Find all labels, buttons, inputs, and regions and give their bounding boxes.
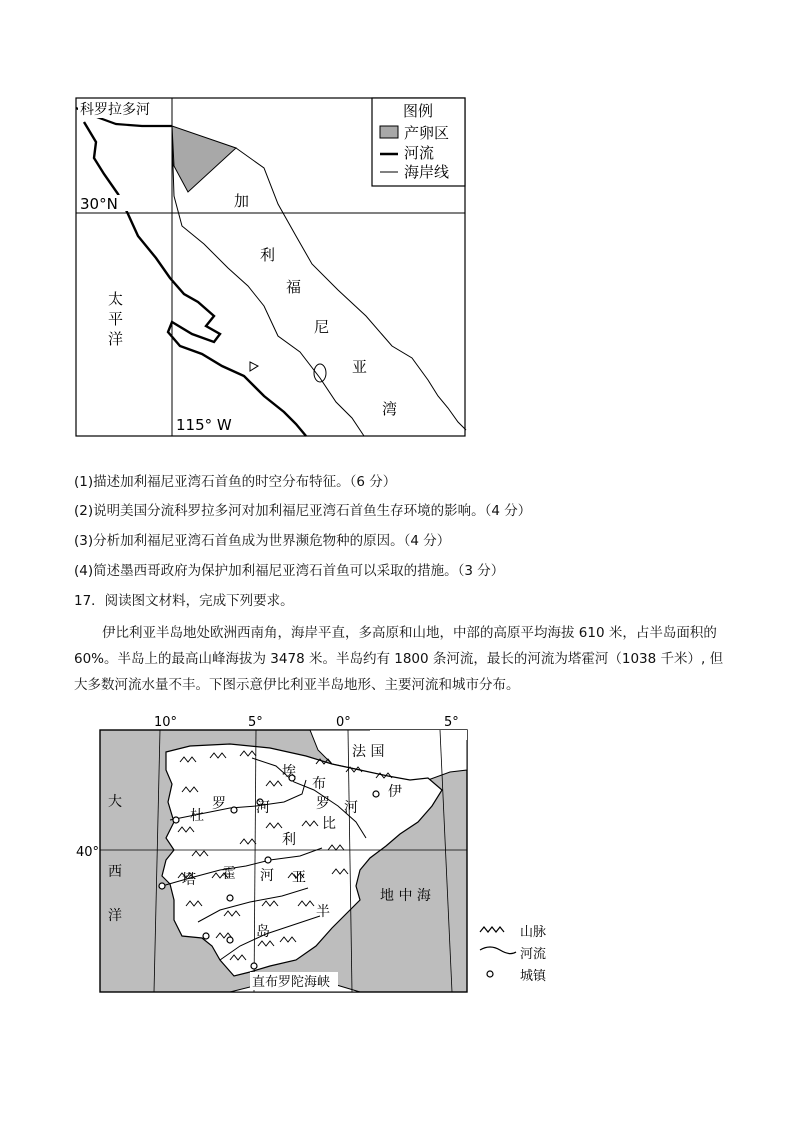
gulf-of-california-map	[74, 96, 468, 438]
place-char: 布	[312, 776, 326, 792]
mediterranean-label: 地 中 海	[380, 888, 431, 904]
france-label: 法 国	[352, 744, 385, 760]
ocean-char: 洋	[108, 330, 124, 348]
gulf-char: 亚	[352, 358, 368, 376]
place-char: 罗	[212, 796, 226, 812]
gulf-char: 加	[234, 192, 250, 210]
legend-town-label: 城镇	[520, 969, 547, 984]
lat-label: 40°	[76, 845, 100, 860]
lon-label: 10°	[154, 715, 178, 730]
gulf-east-coast	[236, 148, 466, 430]
place-char: 塔	[182, 872, 196, 888]
question-2: (2)说明美国分流科罗拉多河对加利福尼亚湾石首鱼生存环境的影响。（4 分）	[74, 503, 532, 519]
place-char: 伊	[388, 784, 402, 800]
place-char: 半	[316, 904, 330, 920]
place-char: 河	[344, 800, 358, 816]
place-char: 利	[282, 832, 296, 848]
question-1: (1)描述加利福尼亚湾石首鱼的时空分布特征。（6 分）	[74, 474, 397, 490]
legend-mountain-label: 山脉	[520, 925, 547, 940]
iberian-peninsula-map	[70, 710, 560, 1000]
place-char: 河	[256, 800, 270, 816]
colorado-river-label: 科罗拉多河	[80, 102, 150, 118]
place-char: 比	[322, 816, 336, 832]
spawning-area	[172, 126, 236, 192]
gibraltar-label: 直布罗陀海峡	[252, 975, 331, 990]
legend-river-label: 河流	[520, 947, 547, 962]
legend-title: 图例	[402, 102, 434, 120]
gulf-char: 湾	[382, 400, 398, 418]
gulf-char: 尼	[314, 318, 330, 336]
place-char: 杜	[190, 808, 204, 824]
question-17-paragraph	[74, 620, 734, 698]
question-4: (4)简述墨西哥政府为保护加利福尼亚湾石首鱼可以采取的措施。（3 分）	[74, 563, 505, 579]
gulf-west-coast	[172, 136, 364, 436]
map2-legend	[480, 925, 547, 984]
longitude-label: 115° W	[176, 416, 232, 434]
place-char: 河	[260, 868, 274, 884]
ocean-char: 大	[108, 794, 122, 810]
lon-label: 5°	[444, 715, 459, 730]
ocean-char: 西	[108, 864, 122, 880]
place-char: 岛	[256, 924, 270, 940]
lon-label: 5°	[248, 715, 263, 730]
ocean-char: 平	[108, 310, 124, 328]
question-17-heading: 17．阅读图文材料，完成下列要求。	[74, 593, 294, 609]
lon-label: 0°	[336, 715, 351, 730]
gulf-char: 福	[286, 278, 302, 296]
place-char: 亚	[292, 870, 306, 886]
legend-river-label: 河流	[404, 144, 435, 162]
question-3: (3)分析加利福尼亚湾石首鱼成为世界濒危物种的原因。（4 分）	[74, 533, 451, 549]
place-char: 埃	[282, 764, 296, 780]
latitude-label: 30°N	[80, 195, 118, 213]
legend-coast-label: 海岸线	[404, 163, 450, 181]
legend-spawning-label: 产卵区	[404, 124, 450, 142]
place-char: 罗	[316, 796, 330, 812]
gulf-char: 利	[260, 246, 276, 264]
paragraph-text: 伊比利亚半岛地处欧洲西南角，海岸平直，多高原和山地，中部的高原平均海拔 610 米，占半岛面积的 60%。半岛上的最高山峰海拔为 3478 米。半岛约有 1800 条河流，最长的河流为塔霍河（1038 千米）, 但大多数河流水量不丰。下图示意伊比利亚半岛地形、主要河流和城市分布。	[74, 625, 724, 693]
place-char: 霍	[222, 866, 236, 882]
ocean-char: 太	[108, 290, 124, 308]
ocean-char: 洋	[108, 908, 122, 924]
